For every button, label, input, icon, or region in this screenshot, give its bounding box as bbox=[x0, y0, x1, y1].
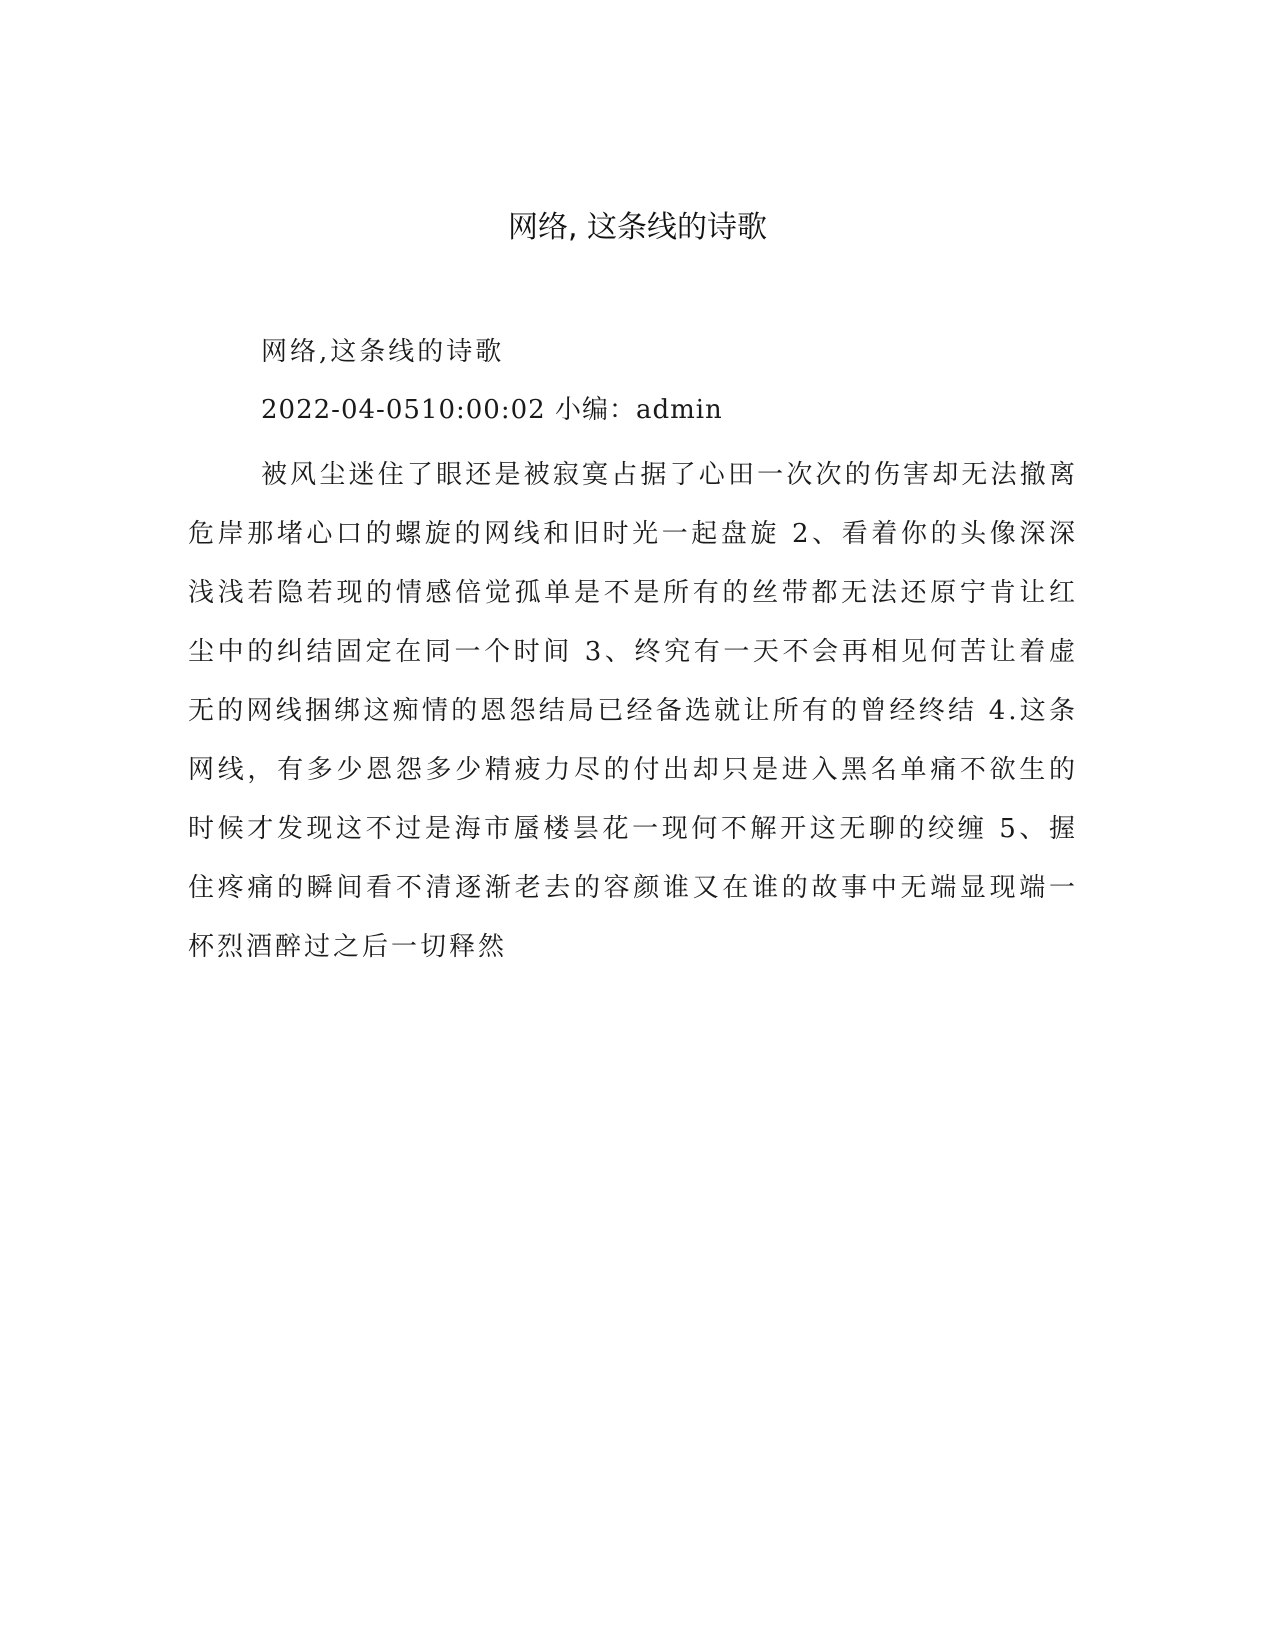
article-meta: 2022-04-0510:00:02 小编：admin bbox=[261, 395, 723, 425]
document-title: 网络, 这条线的诗歌 bbox=[507, 210, 768, 245]
article-paragraph: 被风尘迷住了眼还是被寂寞占据了心田一次次的伤害却无法撤离危岸那堵心口的螺旋的网线和旧时光一起盘旋 2、看着你的头像深深浅浅若隐若现的情感倍觉孤单是不是所有的丝带都无法还原宁肯让红尘中的纠结固定在同一个时间 3、终究有一天不会再相见何苦让着虚无的网线捆绑这痴情的恩怨结局已经备选就让所有的曾经终结 4.这条网线，有多少恩怨多少精疲力尽的付出却只是进入黑名单痛不欲生的时候才发现这不过是海市蜃楼昙花一现何不解开这无聊的绞缠 5、握住疼痛的瞬间看不清逐渐老去的容颜谁又在谁的故事中无端显现端一杯烈酒醉过之后一切释然 bbox=[188, 460, 1078, 962]
article-subtitle: 网络,这条线的诗歌 bbox=[261, 337, 505, 367]
document-body bbox=[188, 330, 1078, 977]
